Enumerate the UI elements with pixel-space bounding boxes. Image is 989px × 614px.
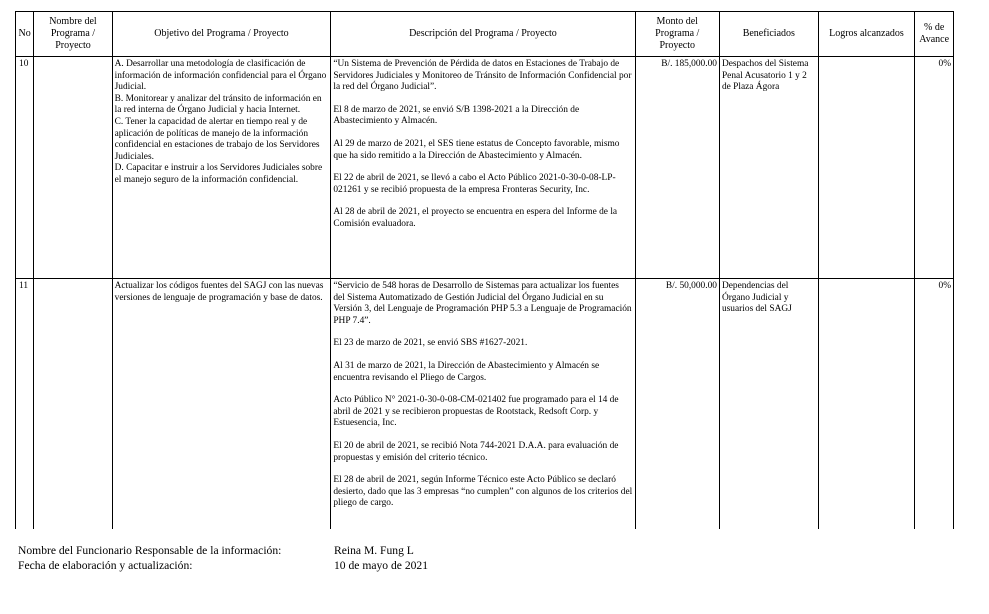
responsible-label: Nombre del Funcionario Responsable de la información:: [18, 544, 282, 557]
date-label: Fecha de elaboración y actualización:: [18, 559, 193, 572]
header-program-name: Nombre del Programa / Proyecto: [34, 12, 112, 57]
projects-table: [15, 11, 954, 529]
header-description: Descripción del Programa / Proyecto: [331, 12, 635, 57]
description-paragraph: El 22 de abril de 2021, se llevó a cabo el Acto Público 2021-0-30-0-08-LP-021261 y se recibió propuesta de la empresa Fronteras Security, Inc.: [333, 173, 616, 195]
header-beneficiaries: Beneficiados: [719, 12, 818, 57]
description-paragraph: El 20 de abril de 2021, se recibió Nota 744-2021 D.A.A. para evaluación de propuestas y emisión del criterio técnico.: [333, 440, 619, 463]
amount-cell: B/. 50,000.00: [635, 279, 719, 530]
objective-line: B. Monitorear y analizar del tránsito de información en la red interna de Órgano Judicial y hacia Internet.: [114, 93, 322, 116]
description-paragraph: Acto Público N° 2021-0-30-0-08-CM-021402 fue programado para el 14 de abril de 2021 y se recibieron propuestas de Rootstack, Redsoft Corp. y Estuesencia, Inc.: [333, 395, 619, 429]
description-paragraph: El 8 de marzo de 2021, se envió S/B 1398-2021 a la Dirección de Abastecimiento y Almacén.: [333, 104, 580, 127]
achievements-cell: [818, 279, 915, 530]
objective-line: A. Desarrollar una metodología de clasificación de información de información confidencial para el Órgano Judicial.: [114, 59, 327, 93]
description-paragraph: Al 28 de abril de 2021, el proyecto se encuentra en espera del Informe de la Comisión evaluadora.: [333, 207, 618, 229]
description-cell: [331, 57, 635, 279]
date-value: 10 de mayo de 2021: [334, 559, 429, 572]
program-name-cell: [34, 57, 112, 279]
progress-cell: 0%: [915, 279, 954, 530]
objective-cell: [112, 57, 331, 279]
header-objective: Objetivo del Programa / Proyecto: [112, 12, 331, 57]
projects-table-container: [15, 11, 955, 529]
header-achievements: Logros alcanzados: [818, 12, 915, 57]
objective-line: D. Capacitar e instruir a los Servidores Judiciales sobre el manejo seguro de la información confidencial.: [114, 163, 323, 185]
description-paragraph: Al 29 de marzo de 2021, el SES tiene estatus de Concepto favorable, mismo que ha sido remitido a la Dirección de Abastecimiento y Almacén.: [333, 138, 620, 161]
beneficiaries-cell: Dependencias del Órgano Judicial y usuarios del SAGJ: [719, 279, 818, 530]
header-progress: % de Avance: [915, 12, 954, 57]
objective-line: C. Tener la capacidad de alertar en tiempo real y de aplicación de políticas de manejo de la información confidencial en estaciones de trabajo de los Servidores Judiciales.: [114, 116, 320, 162]
description-paragraph: El 28 de abril de 2021, según Informe Técnico este Acto Público se declaró desierto, dado que las 3 empresas “no cumplen” con algunos de los criterios del pliego de cargo.: [333, 475, 633, 509]
progress-cell: 0%: [915, 57, 954, 279]
description-paragraph: “Servicio de 548 horas de Desarrollo de Sistemas para actualizar los fuentes del Sistema Automatizado de Gestión Judicial del Órgano Judicial en su Versión 3, del Lenguaje de Programación PHP 5.3 a Lenguaje de Programación PHP 7.4”.: [333, 281, 632, 326]
date-line: [18, 558, 428, 573]
description-cell: [331, 279, 635, 530]
program-name-cell: [34, 279, 112, 530]
objective-cell: Actualizar los códigos fuentes del SAGJ con las nuevas versiones de lenguaje de programación y base de datos.: [112, 279, 331, 530]
table-header-row: [16, 12, 954, 57]
header-no: No: [16, 12, 34, 57]
responsible-value: Reina M. Fung L: [334, 544, 414, 557]
amount-cell: B/. 185,000.00: [635, 57, 719, 279]
achievements-cell: [818, 57, 915, 279]
table-row: [16, 57, 954, 279]
document-footer: [18, 543, 428, 573]
row-number: 10: [16, 57, 34, 279]
description-paragraph: “Un Sistema de Prevención de Pérdida de datos en Estaciones de Trabajo de Servidores Judiciales y Monitoreo de Tránsito de Información Confidencial por la red del Órgano Judicial”.: [333, 59, 632, 93]
row-number: 11: [16, 279, 34, 530]
responsible-line: [18, 543, 428, 558]
description-paragraph: El 23 de marzo de 2021, se envió SBS #1627-2021.: [333, 338, 528, 349]
beneficiaries-cell: Despachos del Sistema Penal Acusatorio 1 y 2 de Plaza Ágora: [719, 57, 818, 279]
header-amount: Monto del Programa / Proyecto: [635, 12, 719, 57]
description-paragraph: Al 31 de marzo de 2021, la Dirección de Abastecimiento y Almacén se encuentra revisando el Pliego de Cargos.: [333, 360, 600, 383]
table-row: [16, 279, 954, 530]
